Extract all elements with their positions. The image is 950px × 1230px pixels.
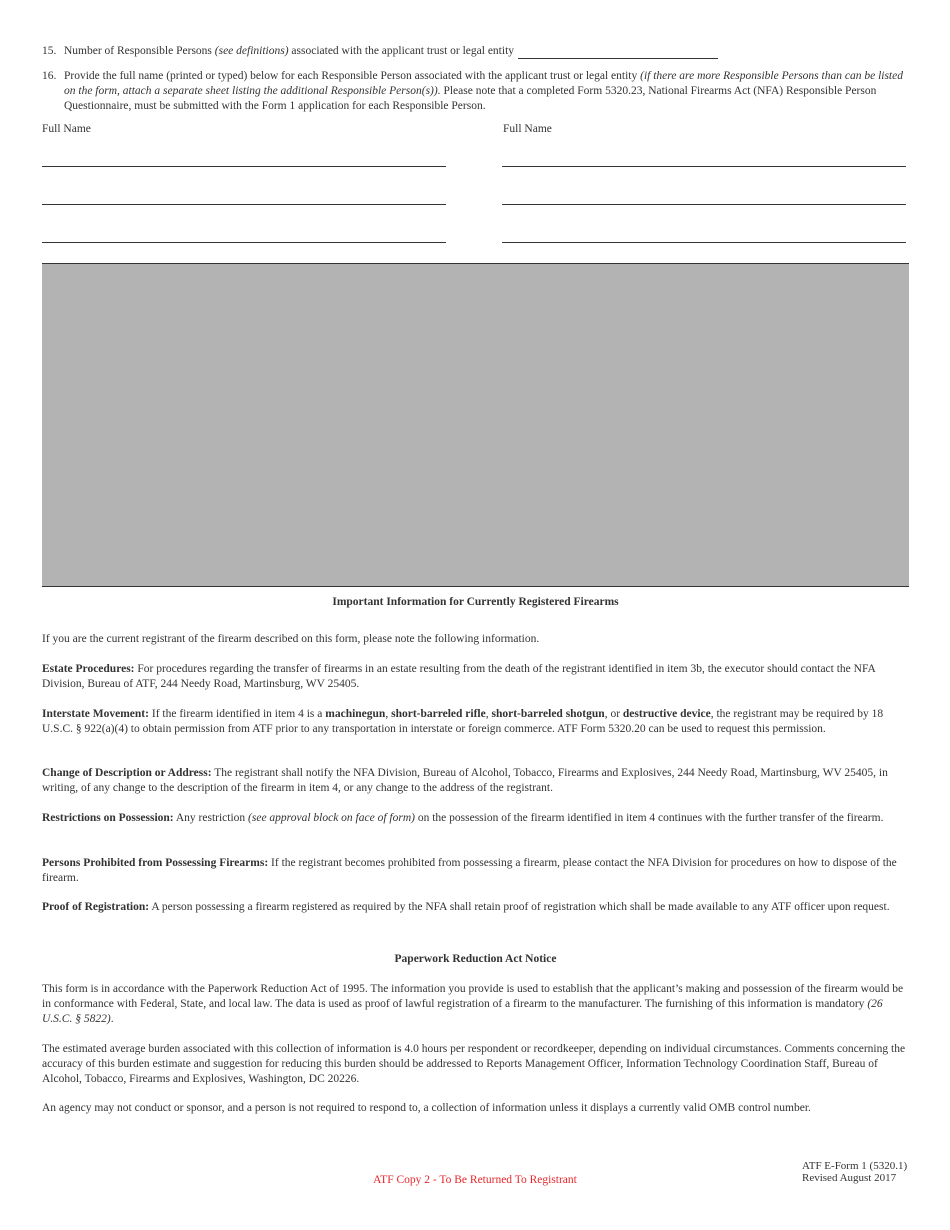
full-name-label-left: Full Name xyxy=(42,123,91,135)
paperwork-heading: Paperwork Reduction Act Notice xyxy=(394,953,557,965)
interstate-movement-label: Interstate Movement: xyxy=(42,708,149,720)
full-name-field-2[interactable] xyxy=(42,204,446,205)
form-revision: Revised August 2017 xyxy=(802,1172,897,1184)
question-15 xyxy=(42,44,912,59)
estate-procedures-text: For procedures regarding the transfer of firearms in an estate resulting from the death of the registrant identified in item 3b, the executor should contact the NFA Division, Bureau of ATF, 244 Needy Road, Martinsburg, WV 25405. xyxy=(42,663,876,690)
restrictions-text-a: Any restriction xyxy=(173,812,249,824)
interstate-text-a: If the firearm identified in item 4 is a xyxy=(148,708,326,720)
redacted-block xyxy=(42,263,909,587)
persons-prohibited-text: If the registrant becomes prohibited from possessing a firearm, please contact the NFA Division for procedures on how to dispose of the firearm. xyxy=(42,857,897,884)
persons-prohibited xyxy=(42,856,910,886)
interstate-bold-sbr: short-barreled rifle xyxy=(391,708,486,720)
restrictions-italic: (see approval block on face of form) xyxy=(248,812,415,824)
change-of-description-label: Change of Description or Address: xyxy=(42,767,212,779)
interstate-bold-sbs: short-barreled shotgun xyxy=(491,708,605,720)
full-name-label-right: Full Name xyxy=(503,123,552,135)
proof-of-registration-text: A person possessing a firearm registered as required by the NFA shall retain proof of registration which shall be made available to any ATF officer upon request. xyxy=(149,901,890,913)
question-16-text-end: Please note that a completed Form 5320.23, National Firearms Act (NFA) Responsible Person Questionnaire, must be submitted with the Form 1 application for each Responsible Person. xyxy=(64,85,877,112)
question-15-number: 15. xyxy=(42,45,57,57)
question-15-italic: (see definitions) xyxy=(214,45,289,57)
question-16-number: 16. xyxy=(42,70,57,82)
question-15-text-end: associated with the applicant trust or legal entity xyxy=(288,45,515,57)
footer-form-id xyxy=(802,1160,907,1184)
question-16-italic: (if there are more Responsible Persons than can be listed on the form, attach a separate sheet listing the additional Responsible Person(s)). xyxy=(64,70,903,97)
question-16-text: Provide the full name (printed or typed) below for each Responsible Person associated with the applicant trust or legal entity xyxy=(64,70,641,82)
question-16 xyxy=(42,69,910,114)
interstate-bold-machinegun: machinegun xyxy=(325,708,386,720)
change-of-description xyxy=(42,766,910,796)
interstate-sep-1: , xyxy=(385,708,392,720)
restrictions-text-b: on the possession of the firearm identified in item 4 continues with the further transfer of the firearm. xyxy=(414,812,884,824)
full-name-field-3[interactable] xyxy=(42,242,446,243)
full-name-field-5[interactable] xyxy=(502,204,906,205)
proof-of-registration-label: Proof of Registration: xyxy=(42,901,150,913)
full-name-field-4[interactable] xyxy=(502,166,906,167)
full-name-field-6[interactable] xyxy=(502,242,906,243)
responsible-persons-count-field[interactable] xyxy=(518,46,718,59)
interstate-text-c: , the registrant may be required by 18 U.S.C. § 922(a)(4) to obtain permission from ATF prior to any transportation in interstate or foreign commerce. ATF Form 5320.20 can be used to request this permission. xyxy=(42,708,884,735)
interstate-sep-2: , xyxy=(485,708,492,720)
paperwork-paragraph-1 xyxy=(42,982,910,1027)
important-intro: If you are the current registrant of the firearm described on this form, please note the following information. xyxy=(42,633,540,645)
paperwork-p1-text: This form is in accordance with the Paperwork Reduction Act of 1995. The information you provide is used to establish that the applicant’s making and possession of the firearm would be in conformance with Federal, State, and local law. The data is used as proof of lawful registration of a firearm to the manufacturer. The furnishing of this information is mandatory xyxy=(42,983,904,1010)
persons-prohibited-label: Persons Prohibited from Possessing Firearms: xyxy=(42,857,269,869)
interstate-sep-3: , or xyxy=(604,708,623,720)
interstate-movement xyxy=(42,707,910,737)
paperwork-paragraph-3: An agency may not conduct or sponsor, and a person is not required to respond to, a collection of information unless it displays a currently valid OMB control number. xyxy=(42,1102,811,1114)
interstate-bold-dd: destructive device xyxy=(622,708,711,720)
full-name-field-1[interactable] xyxy=(42,166,446,167)
proof-of-registration xyxy=(42,900,910,915)
footer-copy-note: ATF Copy 2 - To Be Returned To Registrant xyxy=(373,1174,577,1186)
restrictions-label: Restrictions on Possession: xyxy=(42,812,174,824)
paperwork-p1-citation: (26 U.S.C. § 5822) xyxy=(42,998,883,1025)
question-15-text: Number of Responsible Persons xyxy=(64,45,215,57)
estate-procedures xyxy=(42,662,910,692)
estate-procedures-label: Estate Procedures: xyxy=(42,663,135,675)
important-info-heading: Important Information for Currently Registered Firearms xyxy=(332,596,619,608)
restrictions-on-possession xyxy=(42,811,910,826)
paperwork-p1-end: . xyxy=(110,1013,114,1025)
paperwork-paragraph-2: The estimated average burden associated with this collection of information is 4.0 hours per respondent or recordkeeper, depending on individual circumstances. Comments concerning the accuracy of this burden estimate and suggestion for reducing this burden should be addressed to Reports Management Officer, Information Technology Coordination Staff, Bureau of Alcohol, Tobacco, Firearms and Explosives, Washington, DC 20226. xyxy=(42,1043,906,1085)
change-of-description-text: The registrant shall notify the NFA Division, Bureau of Alcohol, Tobacco, Firearms and Explosives, 244 Needy Road, Martinsburg, WV 25405, in writing, of any change to the description of the firearm in item 4, or any change to the address of the registrant. xyxy=(42,767,888,794)
form-number: ATF E-Form 1 (5320.1) xyxy=(802,1160,908,1172)
